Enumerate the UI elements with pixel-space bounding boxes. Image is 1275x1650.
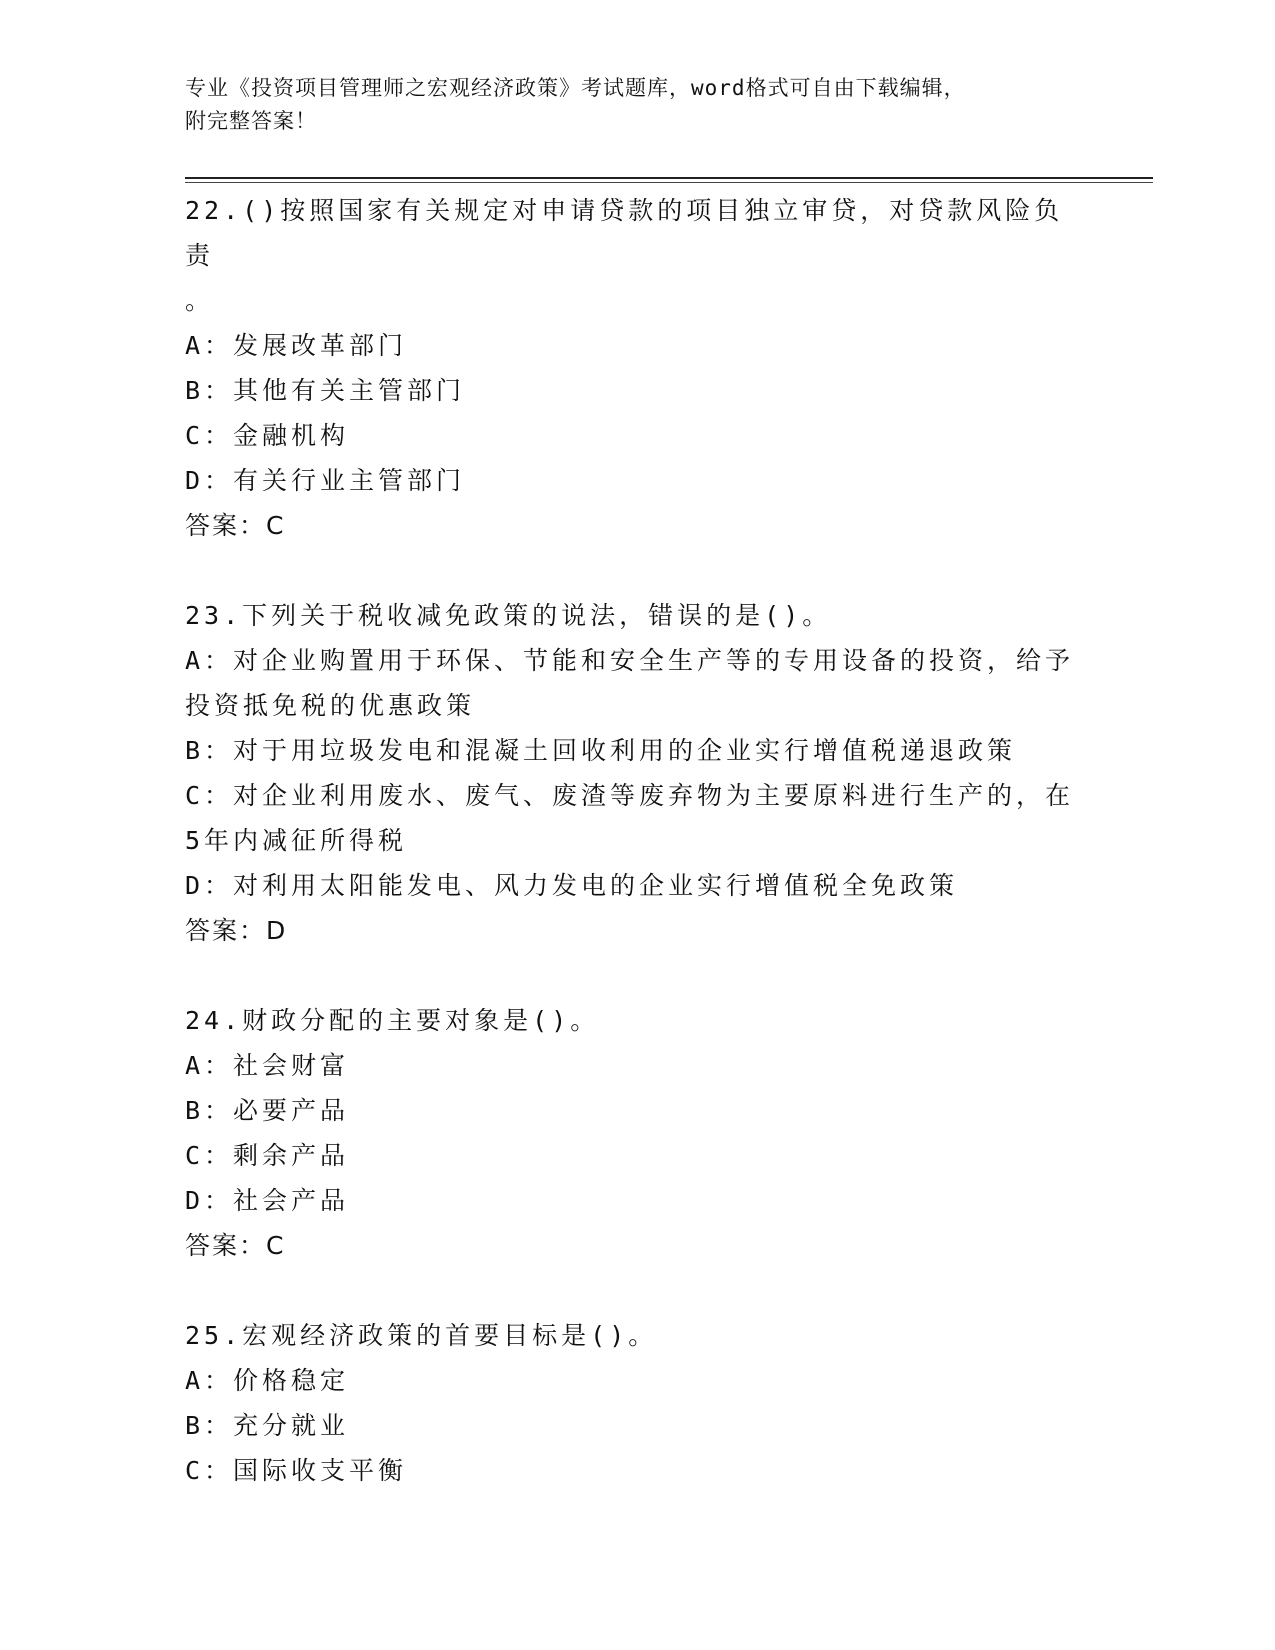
answer-option: D：有关行业主管部门 [185, 466, 466, 495]
answer-option: B：对于用垃圾发电和混凝土回收利用的企业实行增值税递退政策 [185, 736, 1017, 765]
answer-option: A：发展改革部门 [185, 331, 408, 360]
question-stem: 24.财政分配的主要对象是()。 [185, 1006, 600, 1035]
answer-option: A：社会财富 [185, 1051, 350, 1080]
header-line-2: 附完整答案！ [185, 109, 317, 133]
answer-option: B：充分就业 [185, 1411, 350, 1440]
answer-option: D：社会产品 [185, 1186, 350, 1215]
answer-option: C：金融机构 [185, 421, 350, 450]
answer-key: 答案：D [185, 916, 288, 945]
document-header [185, 72, 1085, 138]
answer-option: A：对企业购置用于环保、节能和安全生产等的专用设备的投资，给予 [185, 646, 1075, 675]
answer-option: B：必要产品 [185, 1096, 350, 1125]
question-list [185, 188, 1085, 1538]
header-divider-thin [185, 182, 1153, 183]
question-block [185, 188, 1085, 548]
answer-key: 答案：C [185, 511, 286, 540]
question-stem: 22.()按照国家有关规定对申请贷款的项目独立审贷，对贷款风险负责 [185, 196, 1064, 270]
question-block [185, 998, 1085, 1268]
question-stem: 。 [185, 286, 215, 315]
question-block [185, 1313, 1085, 1493]
header-line-1: 专业《投资项目管理师之宏观经济政策》考试题库，word格式可自由下载编辑， [185, 76, 966, 100]
answer-option: B：其他有关主管部门 [185, 376, 466, 405]
answer-option: D：对利用太阳能发电、风力发电的企业实行增值税全免政策 [185, 871, 959, 900]
answer-option: 投资抵免税的优惠政策 [185, 691, 476, 720]
answer-option: C：剩余产品 [185, 1141, 350, 1170]
question-stem: 23.下列关于税收减免政策的说法，错误的是()。 [185, 601, 832, 630]
header-divider-thick [185, 177, 1153, 179]
question-block [185, 593, 1085, 953]
answer-option: 5年内减征所得税 [185, 826, 408, 855]
question-stem: 25.宏观经济政策的首要目标是()。 [185, 1321, 658, 1350]
answer-option: C：对企业利用废水、废气、废渣等废弃物为主要原料进行生产的，在 [185, 781, 1075, 810]
answer-option: A：价格稳定 [185, 1366, 350, 1395]
answer-option: C：国际收支平衡 [185, 1456, 408, 1485]
answer-key: 答案：C [185, 1231, 286, 1260]
